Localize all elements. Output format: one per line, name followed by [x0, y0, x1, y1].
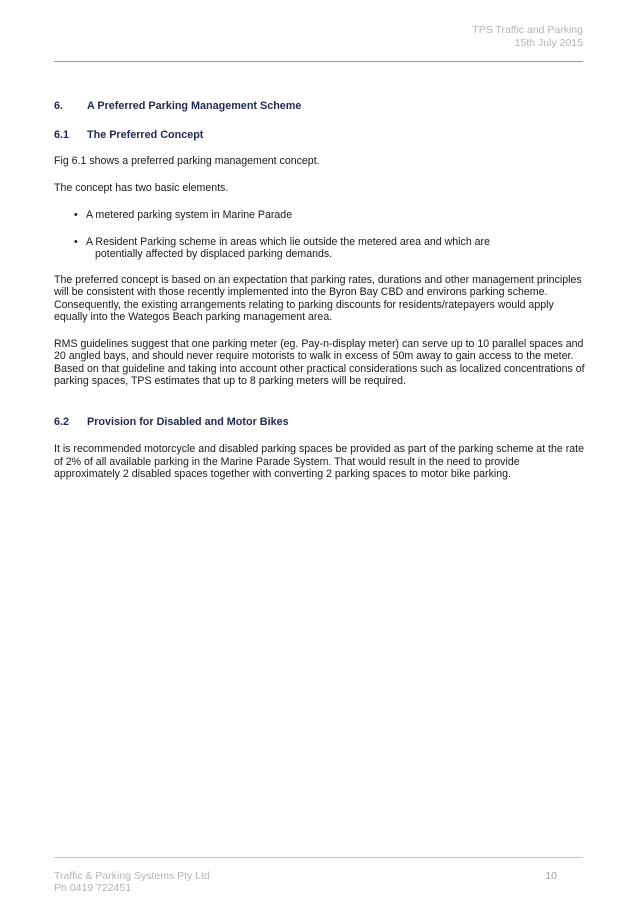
- list-item-text: A metered parking system in Marine Parade: [86, 209, 293, 221]
- section-6-1-heading: [54, 129, 585, 142]
- paragraph-disabled-motorbikes: It is recommended motorcycle and disabled parking spaces be provided as part of the parking scheme at the rate of 2% of all available parking in the Marine Parade System. That would result in the need to provide approximately 2 disabled spaces together with converting 2 parking spaces to motor bike parking.: [54, 443, 584, 480]
- section-6-heading: [54, 100, 585, 113]
- paragraph-preferred-concept: The preferred concept is based on an expectation that parking rates, durations and other management principles will be consistent with those recently implemented into the Byron Bay CBD and environs parking scheme. Consequently, the existing arrangements relating to parking discounts for residents/ratepayers would apply equally into the Wategos Beach parking management area.: [54, 273, 582, 323]
- page-header: [472, 24, 583, 50]
- footer-rule: [54, 857, 583, 858]
- page-footer: [54, 870, 557, 894]
- list-item: [54, 236, 585, 261]
- section-6-2-title: Provision for Disabled and Motor Bikes: [87, 415, 289, 428]
- section-6-title: A Preferred Parking Management Scheme: [87, 100, 302, 112]
- header-date: 15th July 2015: [514, 37, 583, 49]
- section-6-2-number: 6.2: [54, 415, 70, 428]
- paragraph-basic-elements: The concept has two basic elements.: [54, 181, 229, 194]
- section-6-number: 6.: [54, 100, 64, 112]
- list-item: [54, 209, 585, 222]
- page-number: 10: [545, 870, 557, 882]
- header-title: TPS Traffic and Parking: [472, 24, 583, 36]
- elements-list: [54, 209, 585, 261]
- footer-company: Traffic & Parking Systems Pty Ltd: [54, 870, 210, 882]
- section-6-2-heading: [54, 416, 585, 429]
- header-rule: [54, 61, 583, 62]
- document-body: [54, 100, 585, 481]
- paragraph-rms-guidelines: RMS guidelines suggest that one parking meter (eg. Pay-n-display meter) can serve up to 10 parallel spaces and 20 angled bays, and should never require motorists to walk in excess of 50m away to gain access to the meter. Based on that guideline and taking into account other practical considerations such as localized concentrations of parking spaces, TPS estimates that up to 8 parking meters will be required.: [54, 337, 585, 387]
- list-item-text-continued: potentially affected by displaced parking demands.: [95, 248, 333, 260]
- section-6-1-number: 6.1: [54, 128, 70, 141]
- paragraph-fig-6-1: Fig 6.1 shows a preferred parking management concept.: [54, 155, 320, 167]
- list-item-text: A Resident Parking scheme in areas which lie outside the metered area and which are: [86, 235, 490, 248]
- section-6-1-title: The Preferred Concept: [87, 128, 204, 141]
- footer-phone: Ph 0419 722451: [54, 882, 132, 894]
